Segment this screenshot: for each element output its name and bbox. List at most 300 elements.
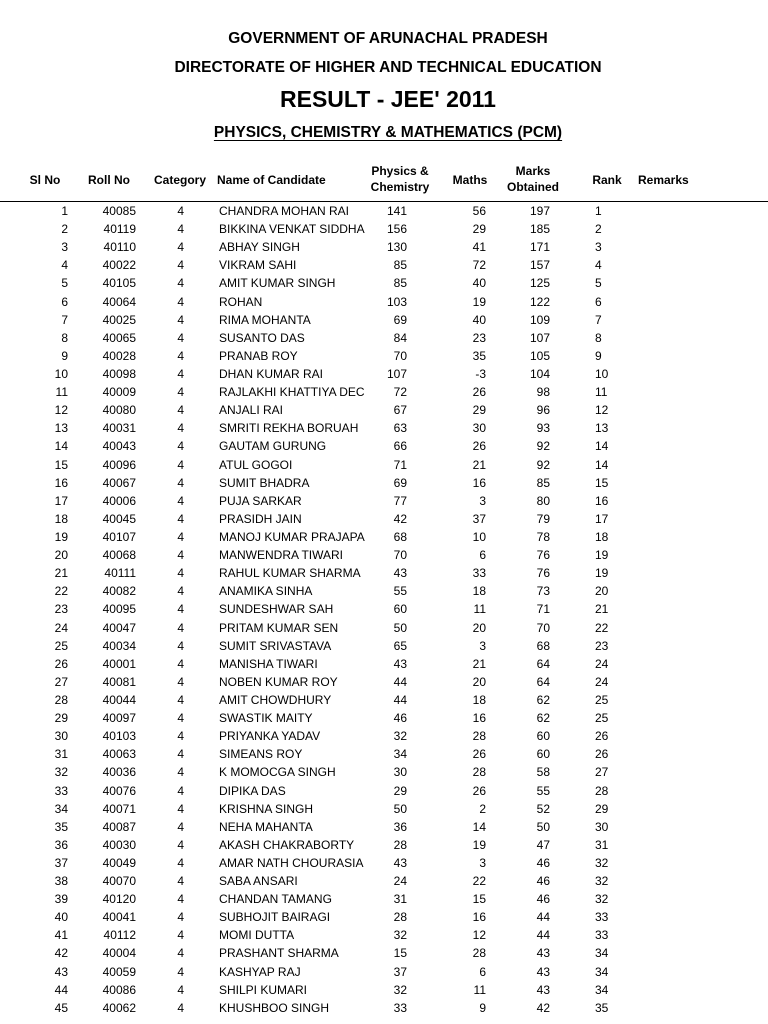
column-header-remarks: Remarks bbox=[638, 173, 689, 187]
roll-no-cell: 40004 bbox=[102, 946, 136, 961]
sl-no-cell: 29 bbox=[54, 711, 68, 726]
candidate-name-cell: VIKRAM SAHI bbox=[219, 258, 297, 273]
candidate-name-cell: MOMI DUTTA bbox=[219, 928, 295, 943]
physics-chemistry-cell: 46 bbox=[393, 711, 407, 726]
rank-cell: 14 bbox=[595, 457, 609, 472]
table-row bbox=[0, 999, 768, 1017]
rank-cell: 33 bbox=[595, 910, 609, 925]
physics-chemistry-cell: 72 bbox=[393, 385, 407, 400]
roll-no-cell: 40009 bbox=[102, 385, 136, 400]
rank-cell: 33 bbox=[595, 928, 609, 943]
roll-no-cell: 40120 bbox=[102, 892, 136, 907]
table-row bbox=[0, 619, 768, 637]
marks-obtained-cell: 92 bbox=[536, 457, 550, 472]
roll-no-cell: 40086 bbox=[102, 982, 136, 997]
sl-no-cell: 32 bbox=[54, 765, 68, 780]
category-cell: 4 bbox=[177, 529, 184, 544]
marks-obtained-cell: 185 bbox=[529, 222, 550, 237]
roll-no-cell: 40001 bbox=[102, 656, 136, 671]
table-row bbox=[0, 836, 768, 854]
rank-cell: 10 bbox=[595, 366, 609, 381]
physics-chemistry-cell: 50 bbox=[393, 801, 407, 816]
rank-cell: 7 bbox=[595, 312, 602, 327]
physics-chemistry-cell: 68 bbox=[393, 529, 407, 544]
table-row bbox=[0, 274, 768, 292]
category-cell: 4 bbox=[177, 240, 184, 255]
candidate-name-cell: KRISHNA SINGH bbox=[219, 801, 314, 816]
maths-cell: 30 bbox=[472, 421, 486, 436]
maths-cell: 15 bbox=[472, 892, 486, 907]
physics-chemistry-cell: 66 bbox=[393, 439, 407, 454]
maths-cell: 21 bbox=[472, 457, 486, 472]
government-heading: GOVERNMENT OF ARUNACHAL PRADESH bbox=[228, 30, 548, 47]
rank-cell: 25 bbox=[595, 692, 609, 707]
category-cell: 4 bbox=[177, 837, 184, 852]
sl-no-cell: 24 bbox=[54, 620, 68, 635]
marks-obtained-cell: 62 bbox=[536, 692, 550, 707]
roll-no-cell: 40098 bbox=[102, 366, 136, 381]
category-cell: 4 bbox=[177, 439, 184, 454]
candidate-name-cell: PRASHANT SHARMA bbox=[219, 946, 339, 961]
roll-no-cell: 40062 bbox=[102, 1000, 136, 1015]
sl-no-cell: 43 bbox=[54, 964, 68, 979]
physics-chemistry-cell: 103 bbox=[386, 294, 407, 309]
physics-chemistry-cell: 34 bbox=[393, 747, 407, 762]
table-row bbox=[0, 963, 768, 981]
table-row bbox=[0, 745, 768, 763]
category-cell: 4 bbox=[177, 348, 184, 363]
maths-cell: 3 bbox=[479, 638, 486, 653]
marks-obtained-cell: 55 bbox=[536, 783, 550, 798]
rank-cell: 27 bbox=[595, 765, 609, 780]
maths-cell: 16 bbox=[472, 910, 486, 925]
category-cell: 4 bbox=[177, 656, 184, 671]
candidate-name-cell: ABHAY SINGH bbox=[219, 240, 300, 255]
rank-cell: 26 bbox=[595, 747, 609, 762]
physics-chemistry-cell: 69 bbox=[393, 312, 407, 327]
sl-no-cell: 36 bbox=[54, 837, 68, 852]
maths-cell: 9 bbox=[479, 1000, 486, 1015]
rank-cell: 18 bbox=[595, 529, 609, 544]
category-cell: 4 bbox=[177, 566, 184, 581]
table-row bbox=[0, 311, 768, 329]
physics-chemistry-cell: 70 bbox=[393, 348, 407, 363]
table-row bbox=[0, 474, 768, 492]
physics-chemistry-cell: 60 bbox=[393, 602, 407, 617]
rank-cell: 34 bbox=[595, 982, 609, 997]
roll-no-cell: 40049 bbox=[102, 855, 136, 870]
table-row bbox=[0, 854, 768, 872]
rank-cell: 22 bbox=[595, 620, 609, 635]
marks-obtained-cell: 80 bbox=[536, 493, 550, 508]
marks-obtained-cell: 107 bbox=[529, 330, 550, 345]
rank-cell: 11 bbox=[595, 385, 608, 400]
physics-chemistry-cell: 43 bbox=[393, 656, 407, 671]
rank-cell: 1 bbox=[595, 204, 602, 218]
physics-chemistry-cell: 130 bbox=[386, 240, 407, 255]
roll-no-cell: 40043 bbox=[102, 439, 136, 454]
results-table-body bbox=[0, 202, 768, 1017]
sl-no-cell: 31 bbox=[54, 747, 68, 762]
candidate-name-cell: PRITAM KUMAR SEN bbox=[219, 620, 339, 635]
rank-cell: 25 bbox=[595, 711, 609, 726]
physics-chemistry-cell: 29 bbox=[393, 783, 407, 798]
physics-chemistry-cell: 37 bbox=[393, 964, 407, 979]
candidate-name-cell: SWASTIK MAITY bbox=[219, 711, 313, 726]
roll-no-cell: 40095 bbox=[102, 602, 136, 617]
table-row bbox=[0, 655, 768, 673]
table-row bbox=[0, 347, 768, 365]
roll-no-cell: 40025 bbox=[102, 312, 136, 327]
sl-no-cell: 11 bbox=[55, 385, 68, 400]
table-row bbox=[0, 220, 768, 238]
marks-obtained-cell: 50 bbox=[536, 819, 550, 834]
candidate-name-cell: ROHAN bbox=[219, 294, 263, 309]
table-row bbox=[0, 383, 768, 401]
rank-cell: 24 bbox=[595, 674, 609, 689]
marks-obtained-cell: 52 bbox=[536, 801, 550, 816]
marks-obtained-cell: 157 bbox=[529, 258, 550, 273]
table-row bbox=[0, 256, 768, 274]
candidate-name-cell: NEHA MAHANTA bbox=[219, 819, 313, 834]
candidate-name-cell: AMAR NATH CHOURASIA bbox=[219, 855, 364, 870]
rank-cell: 19 bbox=[595, 548, 609, 563]
table-row bbox=[0, 890, 768, 908]
roll-no-cell: 40067 bbox=[102, 475, 136, 490]
physics-chemistry-cell: 33 bbox=[393, 1000, 407, 1015]
table-row bbox=[0, 510, 768, 528]
table-row bbox=[0, 582, 768, 600]
table-row bbox=[0, 926, 768, 944]
sl-no-cell: 22 bbox=[54, 584, 68, 599]
directorate-heading: DIRECTORATE OF HIGHER AND TECHNICAL EDUCATION bbox=[174, 59, 602, 76]
physics-chemistry-cell: 70 bbox=[393, 548, 407, 563]
marks-obtained-cell: 105 bbox=[529, 348, 550, 363]
maths-cell: 3 bbox=[479, 855, 486, 870]
maths-cell: 16 bbox=[472, 475, 486, 490]
category-cell: 4 bbox=[177, 204, 184, 218]
sl-no-cell: 38 bbox=[54, 874, 68, 889]
marks-obtained-cell: 125 bbox=[529, 276, 550, 291]
roll-no-cell: 40080 bbox=[102, 403, 136, 418]
rank-cell: 34 bbox=[595, 946, 609, 961]
category-cell: 4 bbox=[177, 964, 184, 979]
physics-chemistry-cell: 32 bbox=[393, 729, 407, 744]
sl-no-cell: 30 bbox=[54, 729, 68, 744]
rank-cell: 32 bbox=[595, 892, 609, 907]
candidate-name-cell: ATUL GOGOI bbox=[219, 457, 293, 472]
physics-chemistry-cell: 85 bbox=[393, 276, 407, 291]
roll-no-cell: 40065 bbox=[102, 330, 136, 345]
marks-obtained-cell: 60 bbox=[536, 729, 550, 744]
roll-no-cell: 40097 bbox=[102, 711, 136, 726]
rank-cell: 34 bbox=[595, 964, 609, 979]
column-header-roll-no: Roll No bbox=[88, 173, 130, 187]
category-cell: 4 bbox=[177, 602, 184, 617]
marks-obtained-cell: 104 bbox=[529, 366, 550, 381]
physics-chemistry-cell: 32 bbox=[393, 982, 407, 997]
maths-cell: 26 bbox=[472, 439, 486, 454]
rank-cell: 5 bbox=[595, 276, 602, 291]
maths-cell: 11 bbox=[473, 982, 486, 997]
roll-no-cell: 40070 bbox=[102, 874, 136, 889]
maths-cell: 23 bbox=[472, 330, 486, 345]
candidate-name-cell: ANJALI RAI bbox=[219, 403, 284, 418]
roll-no-cell: 40031 bbox=[102, 421, 136, 436]
maths-cell: 19 bbox=[472, 837, 486, 852]
category-cell: 4 bbox=[177, 385, 184, 400]
physics-chemistry-cell: 71 bbox=[393, 457, 407, 472]
maths-cell: 26 bbox=[472, 747, 486, 762]
table-row bbox=[0, 564, 768, 582]
sl-no-cell: 27 bbox=[54, 674, 68, 689]
physics-chemistry-cell: 43 bbox=[393, 855, 407, 870]
maths-cell: 19 bbox=[472, 294, 486, 309]
physics-chemistry-cell: 50 bbox=[393, 620, 407, 635]
candidate-name-cell: SUMIT BHADRA bbox=[219, 475, 310, 490]
roll-no-cell: 40047 bbox=[102, 620, 136, 635]
marks-obtained-cell: 76 bbox=[536, 548, 550, 563]
maths-cell: 2 bbox=[479, 801, 486, 816]
sl-no-cell: 44 bbox=[54, 982, 68, 997]
roll-no-cell: 40068 bbox=[102, 548, 136, 563]
table-row bbox=[0, 419, 768, 437]
maths-cell: 40 bbox=[472, 312, 486, 327]
maths-cell: 35 bbox=[472, 348, 486, 363]
roll-no-cell: 40110 bbox=[103, 240, 136, 255]
table-row bbox=[0, 763, 768, 781]
table-row bbox=[0, 456, 768, 474]
category-cell: 4 bbox=[177, 1000, 184, 1015]
column-header-physics-chemistry: Physics & bbox=[371, 164, 429, 178]
marks-obtained-cell: 71 bbox=[536, 602, 550, 617]
candidate-name-cell: SABA ANSARI bbox=[219, 874, 298, 889]
rank-cell: 20 bbox=[595, 584, 609, 599]
marks-obtained-cell: 60 bbox=[536, 747, 550, 762]
maths-cell: 6 bbox=[479, 964, 486, 979]
maths-cell: 11 bbox=[473, 602, 486, 617]
marks-obtained-cell: 76 bbox=[536, 566, 550, 581]
column-header-marks-obtained: Marks bbox=[515, 164, 551, 178]
category-cell: 4 bbox=[177, 638, 184, 653]
category-cell: 4 bbox=[177, 819, 184, 834]
roll-no-cell: 40044 bbox=[102, 692, 136, 707]
sl-no-cell: 10 bbox=[54, 366, 68, 381]
category-cell: 4 bbox=[177, 982, 184, 997]
candidate-name-cell: SHILPI KUMARI bbox=[219, 982, 308, 997]
sl-no-cell: 16 bbox=[54, 475, 68, 490]
roll-no-cell: 40081 bbox=[102, 674, 136, 689]
candidate-name-cell: PRASIDH JAIN bbox=[219, 511, 302, 526]
candidate-name-cell: SMRITI REKHA BORUAH bbox=[219, 421, 359, 436]
sl-no-cell: 9 bbox=[61, 348, 68, 363]
candidate-name-cell: MANISHA TIWARI bbox=[219, 656, 318, 671]
candidate-name-cell: KHUSHBOO SINGH bbox=[219, 1000, 330, 1015]
physics-chemistry-cell: 31 bbox=[393, 892, 407, 907]
category-cell: 4 bbox=[177, 765, 184, 780]
roll-no-cell: 40063 bbox=[102, 747, 136, 762]
rank-cell: 4 bbox=[595, 258, 602, 273]
maths-cell: 33 bbox=[472, 566, 486, 581]
marks-obtained-cell: 122 bbox=[529, 294, 550, 309]
candidate-name-cell: PRIYANKA YADAV bbox=[219, 729, 321, 744]
category-cell: 4 bbox=[177, 584, 184, 599]
candidate-name-cell: RAHUL KUMAR SHARMA bbox=[219, 566, 361, 581]
maths-cell: -3 bbox=[475, 366, 486, 381]
table-row bbox=[0, 872, 768, 890]
roll-no-cell: 40076 bbox=[102, 783, 136, 798]
candidate-name-cell: SUBHOJIT BAIRAGI bbox=[219, 910, 331, 925]
rank-cell: 6 bbox=[595, 294, 602, 309]
table-row bbox=[0, 673, 768, 691]
physics-chemistry-cell: 42 bbox=[393, 511, 407, 526]
rank-cell: 23 bbox=[595, 638, 609, 653]
marks-obtained-cell: 58 bbox=[536, 765, 550, 780]
category-cell: 4 bbox=[177, 711, 184, 726]
maths-cell: 28 bbox=[472, 729, 486, 744]
category-cell: 4 bbox=[177, 312, 184, 327]
sl-no-cell: 3 bbox=[61, 240, 68, 255]
column-header-physics-chemistry-line2: Chemistry bbox=[370, 180, 430, 194]
maths-cell: 72 bbox=[472, 258, 486, 273]
table-row bbox=[0, 437, 768, 455]
physics-chemistry-cell: 44 bbox=[393, 692, 407, 707]
candidate-name-cell: SIMEANS ROY bbox=[219, 747, 303, 762]
candidate-name-cell: CHANDAN TAMANG bbox=[219, 892, 332, 907]
sl-no-cell: 34 bbox=[54, 801, 68, 816]
category-cell: 4 bbox=[177, 801, 184, 816]
maths-cell: 40 bbox=[472, 276, 486, 291]
maths-cell: 26 bbox=[472, 385, 486, 400]
category-cell: 4 bbox=[177, 421, 184, 436]
category-cell: 4 bbox=[177, 674, 184, 689]
category-cell: 4 bbox=[177, 493, 184, 508]
candidate-name-cell: AMIT KUMAR SINGH bbox=[219, 276, 336, 291]
maths-cell: 16 bbox=[472, 711, 486, 726]
sl-no-cell: 37 bbox=[54, 855, 68, 870]
rank-cell: 17 bbox=[595, 511, 609, 526]
category-cell: 4 bbox=[177, 692, 184, 707]
roll-no-cell: 40103 bbox=[102, 729, 136, 744]
rank-cell: 24 bbox=[595, 656, 609, 671]
roll-no-cell: 40030 bbox=[102, 837, 136, 852]
maths-cell: 56 bbox=[472, 204, 486, 218]
maths-cell: 37 bbox=[472, 511, 486, 526]
roll-no-cell: 40082 bbox=[102, 584, 136, 599]
table-row bbox=[0, 365, 768, 383]
rank-cell: 28 bbox=[595, 783, 609, 798]
marks-obtained-cell: 78 bbox=[536, 529, 550, 544]
maths-cell: 18 bbox=[472, 584, 486, 599]
column-header-rank: Rank bbox=[592, 173, 622, 187]
roll-no-cell: 40112 bbox=[103, 928, 136, 943]
sl-no-cell: 1 bbox=[61, 204, 68, 218]
roll-no-cell: 40034 bbox=[102, 638, 136, 653]
category-cell: 4 bbox=[177, 548, 184, 563]
candidate-name-cell: RIMA MOHANTA bbox=[219, 312, 311, 327]
physics-chemistry-cell: 107 bbox=[386, 366, 407, 381]
roll-no-cell: 40071 bbox=[102, 801, 136, 816]
candidate-name-cell: CHANDRA MOHAN RAI bbox=[219, 204, 350, 218]
sl-no-cell: 8 bbox=[61, 330, 68, 345]
marks-obtained-cell: 42 bbox=[536, 1000, 550, 1015]
sl-no-cell: 5 bbox=[61, 276, 68, 291]
candidate-name-cell: PUJA SARKAR bbox=[219, 493, 302, 508]
maths-cell: 22 bbox=[472, 874, 486, 889]
column-header-maths: Maths bbox=[452, 173, 488, 187]
maths-cell: 28 bbox=[472, 765, 486, 780]
rank-cell: 3 bbox=[595, 240, 602, 255]
maths-cell: 10 bbox=[472, 529, 486, 544]
sl-no-cell: 39 bbox=[54, 892, 68, 907]
sl-no-cell: 35 bbox=[54, 819, 68, 834]
rank-cell: 15 bbox=[595, 475, 609, 490]
candidate-name-cell: AMIT CHOWDHURY bbox=[219, 692, 332, 707]
sl-no-cell: 13 bbox=[54, 421, 68, 436]
physics-chemistry-cell: 55 bbox=[393, 584, 407, 599]
table-row bbox=[0, 492, 768, 510]
sl-no-cell: 20 bbox=[54, 548, 68, 563]
column-header-category: Category bbox=[153, 173, 206, 187]
sl-no-cell: 6 bbox=[61, 294, 68, 309]
rank-cell: 29 bbox=[595, 801, 609, 816]
roll-no-cell: 40064 bbox=[102, 294, 136, 309]
marks-obtained-cell: 62 bbox=[536, 711, 550, 726]
maths-cell: 21 bbox=[472, 656, 486, 671]
marks-obtained-cell: 46 bbox=[536, 892, 550, 907]
maths-cell: 20 bbox=[472, 620, 486, 635]
rank-cell: 35 bbox=[595, 1000, 609, 1015]
marks-obtained-cell: 197 bbox=[529, 204, 550, 218]
marks-obtained-cell: 44 bbox=[536, 910, 550, 925]
physics-chemistry-cell: 30 bbox=[393, 765, 407, 780]
category-cell: 4 bbox=[177, 276, 184, 291]
roll-no-cell: 40111 bbox=[104, 566, 136, 581]
rank-cell: 16 bbox=[595, 493, 609, 508]
roll-no-cell: 40096 bbox=[102, 457, 136, 472]
physics-chemistry-cell: 77 bbox=[393, 493, 407, 508]
table-row bbox=[0, 637, 768, 655]
candidate-name-cell: DIPIKA DAS bbox=[219, 783, 286, 798]
rank-cell: 32 bbox=[595, 855, 609, 870]
subject-heading: PHYSICS, CHEMISTRY & MATHEMATICS (PCM) bbox=[213, 124, 563, 141]
roll-no-cell: 40105 bbox=[102, 276, 136, 291]
table-row bbox=[0, 202, 768, 220]
sl-no-cell: 12 bbox=[54, 403, 68, 418]
sl-no-cell: 26 bbox=[54, 656, 68, 671]
candidate-name-cell: AKASH CHAKRABORTY bbox=[219, 837, 355, 852]
category-cell: 4 bbox=[177, 783, 184, 798]
sl-no-cell: 40 bbox=[54, 910, 68, 925]
maths-cell: 12 bbox=[472, 928, 486, 943]
category-cell: 4 bbox=[177, 729, 184, 744]
category-cell: 4 bbox=[177, 855, 184, 870]
roll-no-cell: 40022 bbox=[102, 258, 136, 273]
table-row bbox=[0, 981, 768, 999]
roll-no-cell: 40041 bbox=[102, 910, 136, 925]
maths-cell: 29 bbox=[472, 403, 486, 418]
marks-obtained-cell: 79 bbox=[536, 511, 550, 526]
physics-chemistry-cell: 67 bbox=[393, 403, 407, 418]
roll-no-cell: 40028 bbox=[102, 348, 136, 363]
sl-no-cell: 18 bbox=[54, 511, 68, 526]
rank-cell: 21 bbox=[595, 602, 609, 617]
candidate-name-cell: GAUTAM GURUNG bbox=[219, 439, 327, 454]
category-cell: 4 bbox=[177, 620, 184, 635]
rank-cell: 19 bbox=[595, 566, 609, 581]
physics-chemistry-cell: 85 bbox=[393, 258, 407, 273]
marks-obtained-cell: 43 bbox=[536, 946, 550, 961]
